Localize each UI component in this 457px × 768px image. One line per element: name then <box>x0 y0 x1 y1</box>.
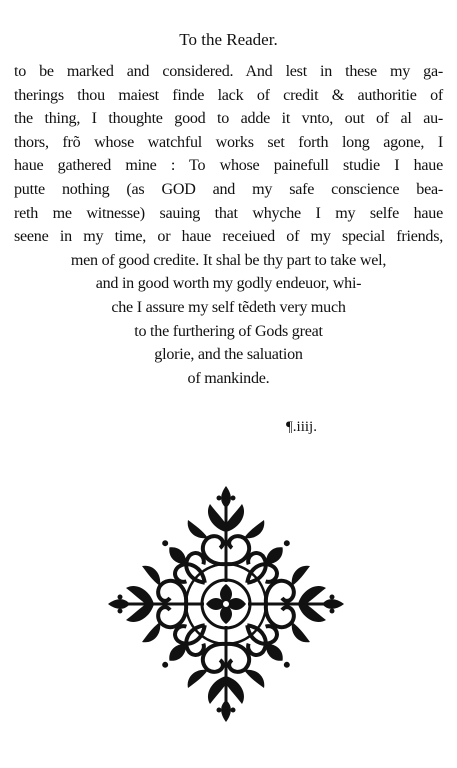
text-line: glorie, and the saluation <box>154 346 303 364</box>
text-line: seene in my time, or haue receiued of my special friends, <box>14 228 443 246</box>
running-heading: To the Reader. <box>179 30 278 49</box>
text-line: the thing, I thoughte good to adde it vnto, out of al au- <box>14 110 443 128</box>
text-line: putte nothing (as GOD and my safe conscience bea- <box>14 180 443 198</box>
text-line: to the furthering of Gods great <box>134 322 323 340</box>
signature-mark: ¶.iiij. <box>286 419 317 435</box>
text-line: men of good credite. It shal be thy part to take wel, <box>70 251 387 269</box>
text-line: reth me witnesse) sauing that whyche I my selfe haue <box>14 204 443 222</box>
text-line: and in good worth my godly endeuor, whi- <box>95 275 362 293</box>
text-line: of mankinde. <box>187 369 270 387</box>
text-line: haue gathered mine : To whose painefull studie I haue <box>14 157 443 175</box>
text-line: therings thou maiest finde lack of credit & authoritie of <box>14 86 443 104</box>
text-line: che I assure my self tẽdeth very much <box>111 298 346 316</box>
floral-ornament-icon <box>106 484 346 724</box>
body-text <box>14 60 443 390</box>
text-line: thors, frõ whose watchful works set forth long agone, I <box>14 133 443 151</box>
text-line: to be marked and considered. And lest in these my ga- <box>14 63 443 80</box>
